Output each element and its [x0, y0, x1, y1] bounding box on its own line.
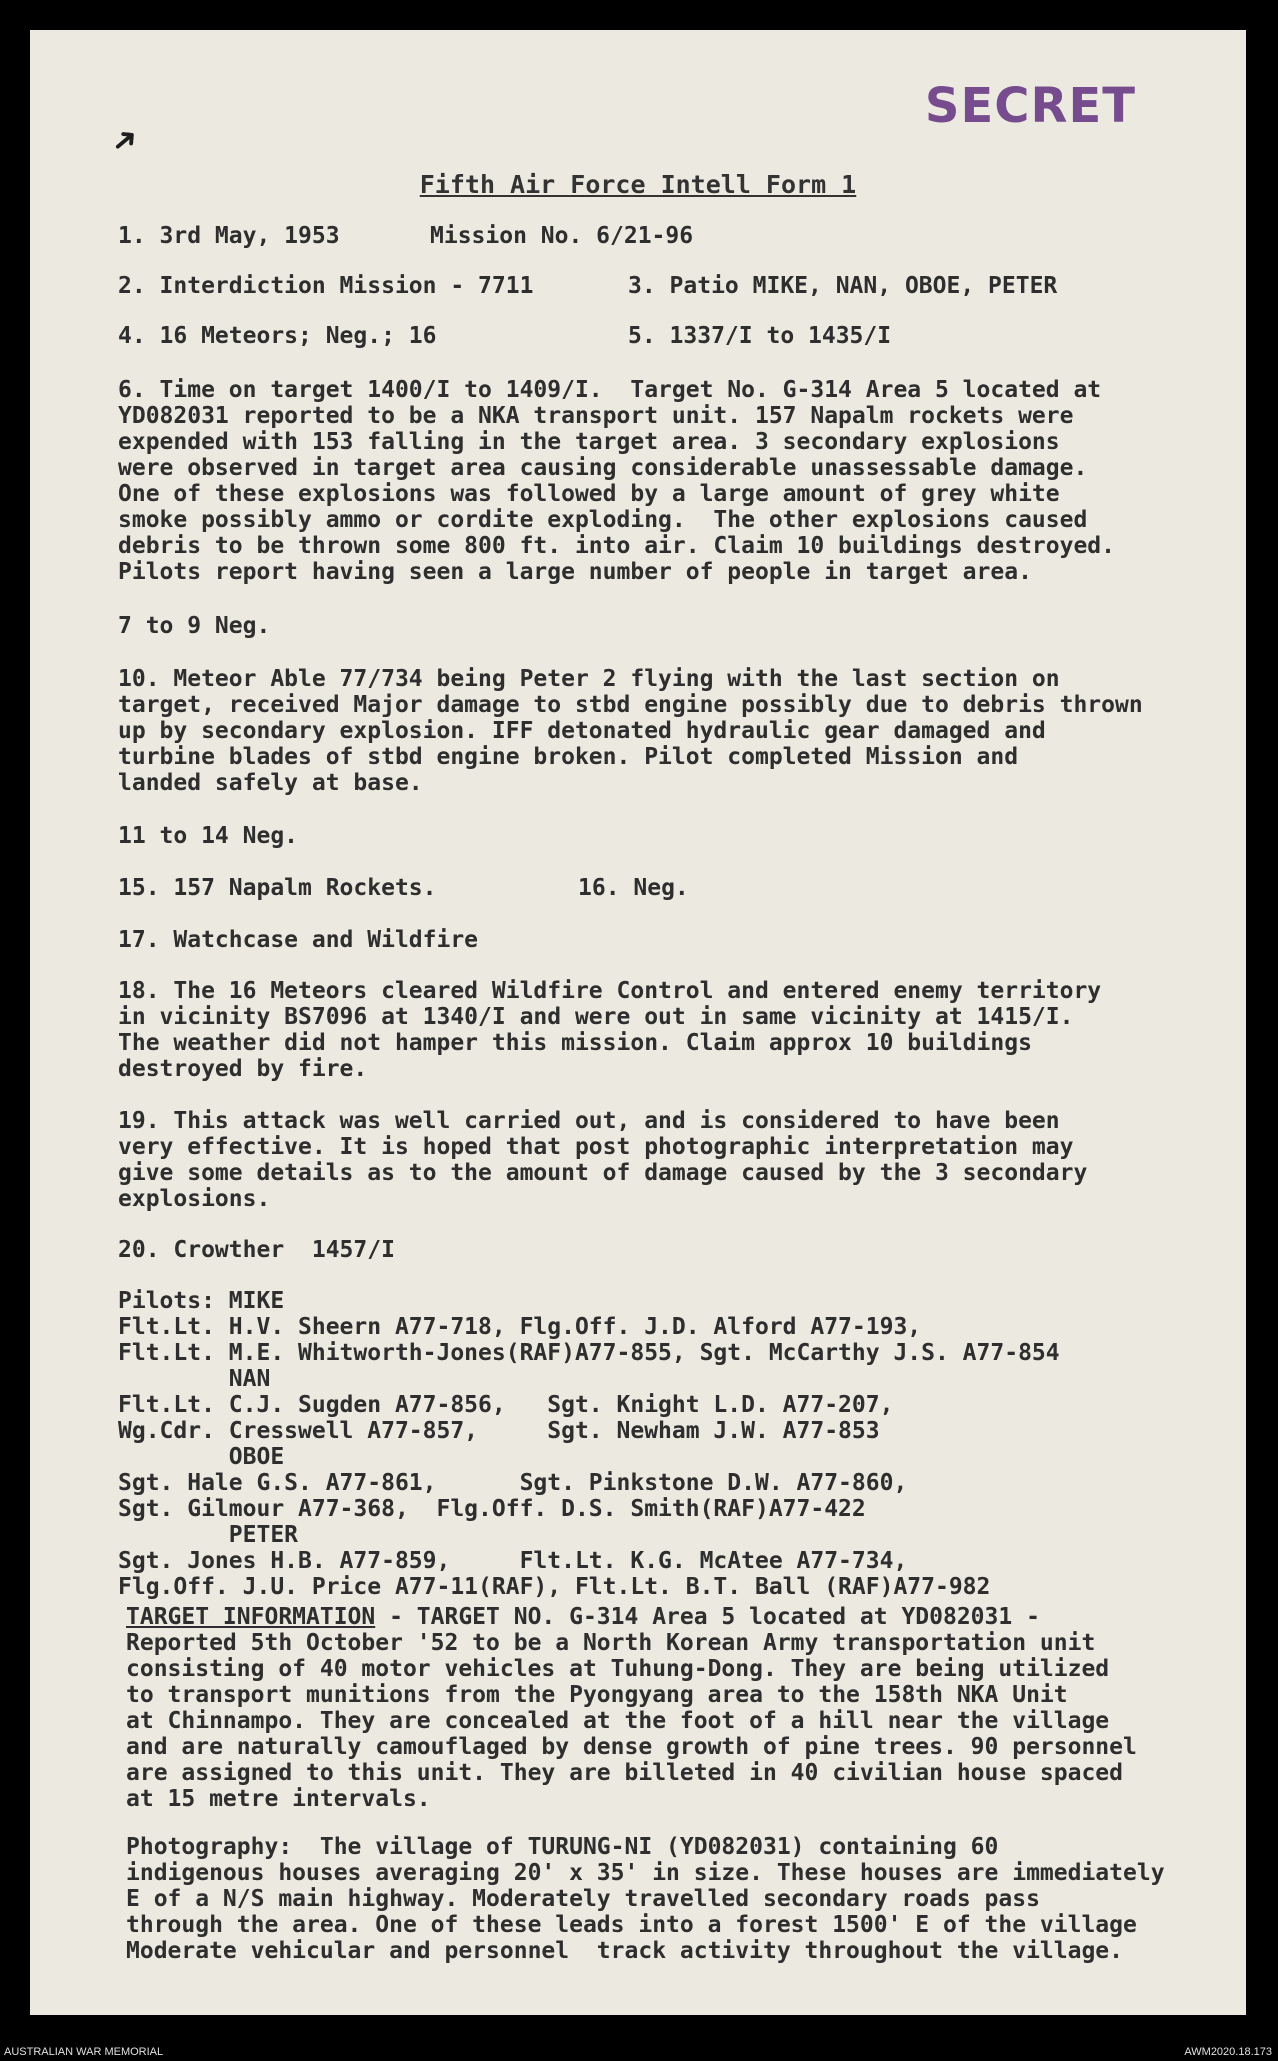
- item-11-14: 11 to 14 Neg.: [118, 823, 299, 849]
- form-title: Fifth Air Force Intell Form 1: [419, 170, 857, 199]
- target-information: [126, 1604, 1222, 1812]
- footer-reference: AWM2020.18.173: [1184, 2046, 1272, 2058]
- item-10: 10. Meteor Able 77/734 being Peter 2 flying with the last section on target, received Major damage to stbd engine possibly due to debris thrown up by secondary explosion. IFF detonated hydraulic gear damaged and turbine blades of stbd engine broken. Pilot completed Mission and landed safely at base.: [118, 666, 1143, 796]
- item-4: 4. 16 Meteors; Neg.; 16: [118, 323, 437, 349]
- item-20: 20. Crowther 1457/I: [118, 1237, 395, 1263]
- item-1-date: 1. 3rd May, 1953: [118, 223, 340, 249]
- photography-note: Photography: The village of TURUNG-NI (YD082031) containing 60 indigenous houses averaging 20' x 35' in size. These houses are immediately E of a N/S main highway. Moderately travelled secondary roads pass through the area. One of these leads into a forest 1500' E of the village Moderate vehicular and personnel track activity throughout the village.: [126, 1834, 1165, 1964]
- secret-stamp: SECRET: [924, 78, 1136, 134]
- item-5: 5. 1337/I to 1435/I: [628, 323, 892, 349]
- item-1-mission: Mission No. 6/21-96: [430, 223, 694, 249]
- item-16: 16. Neg.: [578, 875, 689, 901]
- arrow-mark-icon: ➜: [99, 113, 151, 168]
- item-15: 15. 157 Napalm Rockets.: [118, 875, 437, 901]
- item-6: 6. Time on target 1400/I to 1409/I. Target No. G-314 Area 5 located at YD082031 reported to be a NKA transport unit. 157 Napalm rockets were expended with 153 falling in the target area. 3 secondary explosions were observed in target area causing considerable unassessable damage. One of these explosions was followed by a large amount of grey white smoke possibly ammo or cordite exploding. The other explosions caused debris to be thrown some 800 ft. into air. Claim 10 buildings destroyed. Pilots report having seen a large number of people in target area.: [118, 377, 1115, 585]
- item-19: 19. This attack was well carried out, and is considered to have been very effective. It is hoped that post photographic interpretation may give some details as to the amount of damage caused by the 3 secondary explosions.: [118, 1108, 1088, 1212]
- item-7-9: 7 to 9 Neg.: [118, 613, 271, 639]
- pilots-list: Pilots: MIKE Flt.Lt. H.V. Sheern A77-718, Flg.Off. J.D. Alford A77-193, Flt.Lt. M.E. Whitworth-Jones(RAF)A77-855, Sgt. McCarthy J.S. A77-854 NAN Flt.Lt. C.J. Sugden A77-856, Sgt. Knight L.D. A77-207, Wg.Cdr. Cresswell A77-857, Sgt. Newham J.W. A77-853 OBOE Sgt. Hale G.S. A77-861, Sgt. Pinkstone D.W. A77-860, Sgt. Gilmour A77-368, Flg.Off. D.S. Smith(RAF)A77-422 PETER Sgt. Jones H.B. A77-859, Flt.Lt. K.G. McAtee A77-734, Flg.Off. J.U. Price A77-11(RAF), Flt.Lt. B.T. Ball (RAF)A77-982: [118, 1288, 1060, 1600]
- item-17: 17. Watchcase and Wildfire: [118, 927, 479, 953]
- item-3: 3. Patio MIKE, NAN, OBOE, PETER: [628, 273, 1058, 299]
- footer-credit: AUSTRALIAN WAR MEMORIAL: [4, 2046, 164, 2058]
- target-info-heading: TARGET INFORMATION: [126, 1604, 376, 1630]
- item-2: 2. Interdiction Mission - 7711: [118, 273, 534, 299]
- item-18: 18. The 16 Meteors cleared Wildfire Control and entered enemy territory in vicinity BS7096 at 1340/I and were out in same vicinity at 1415/I. The weather did not hamper this mission. Claim approx 10 buildings destroyed by fire.: [118, 978, 1102, 1082]
- document-page: [30, 30, 1246, 2015]
- footer-bar: [0, 2043, 1278, 2061]
- target-info-text: - TARGET NO. G-314 Area 5 located at YD082031 - Reported 5th October '52 to be a North Korean Army transportation unit consisting of 40 motor vehicles at Tuhung-Dong. They are being utilized to transport munitions from the Pyongyang area to the 158th NKA Unit at Chinnampo. They are concealed at the foot of a hill near the village and are naturally camouflaged by dense growth of pine trees. 90 personnel are assigned to this unit. They are billeted in 40 civilian house spaced at 15 metre intervals.: [126, 1604, 1137, 1812]
